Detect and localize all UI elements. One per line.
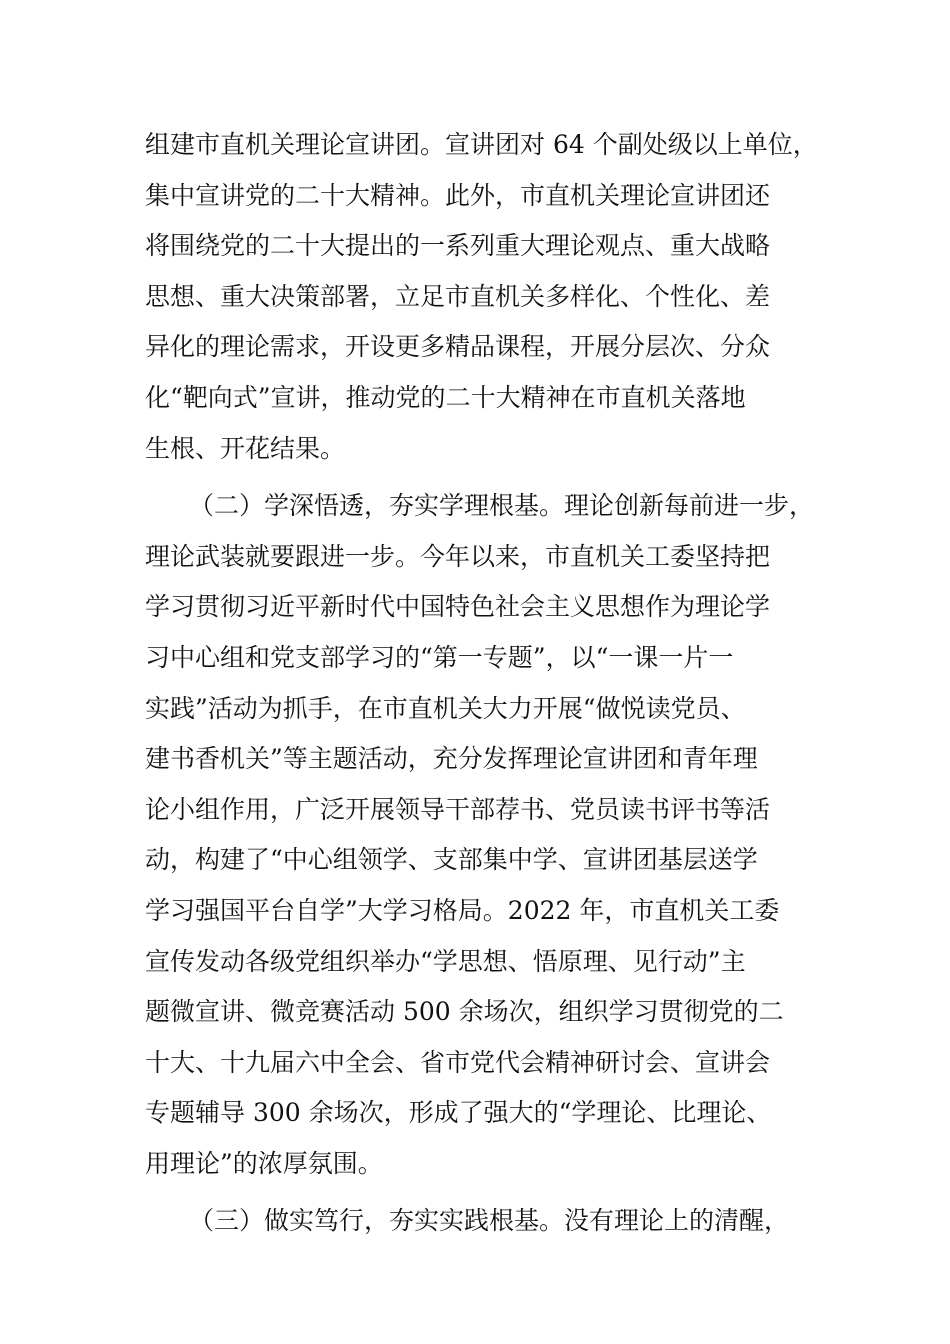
text-line: 用理论”的浓厚氛围。 [145, 1148, 383, 1178]
text-line: 异化的理论需求，开设更多精品课程，开展分层次、分众 [145, 332, 771, 362]
text-line: （二）学深悟透，夯实学理根基。理论创新每前进一步， [189, 491, 815, 521]
paragraph-spacing [145, 474, 845, 481]
paragraph-spacing [145, 1189, 845, 1196]
text-line: 将围绕党的二十大提出的一系列重大理论观点、重大战略 [145, 231, 771, 261]
text-line: （三）做实笃行，夯实实践根基。没有理论上的清醒， [189, 1206, 790, 1236]
text-line: 化“靶向式”宣讲，推动党的二十大精神在市直机关落地 [145, 382, 746, 412]
text-line: 习中心组和党支部学习的“第一专题”，以“一课一片一 [145, 642, 734, 672]
text-line: 思想、重大决策部署，立足市直机关多样化、个性化、差 [145, 281, 771, 311]
paragraph-2 [145, 481, 845, 1189]
text-line: 集中宣讲党的二十大精神。此外，市直机关理论宣讲团还 [145, 180, 771, 210]
text-line: 十大、十九届六中全会、省市党代会精神研讨会、宣讲会 [145, 1047, 771, 1077]
text-line: 动，构建了“中心组领学、支部集中学、宣讲团基层送学 [145, 845, 758, 875]
text-line: 专题辅导 300 余场次，形成了强大的“学理论、比理论、 [145, 1098, 772, 1128]
text-line: 题微宣讲、微竞赛活动 500 余场次，组织学习贯彻党的二 [145, 997, 784, 1027]
text-line: 生根、开花结果。 [145, 433, 346, 463]
paragraph-3 [145, 1196, 845, 1247]
text-line: 学习贯彻习近平新时代中国特色社会主义思想作为理论学 [145, 592, 771, 622]
text-line: 组建市直机关理论宣讲团。宣讲团对 64 个副处级以上单位， [145, 130, 818, 159]
text-line: 实践”活动为抓手，在市直机关大力开展“做悦读党员、 [145, 693, 746, 723]
text-line: 建书香机关”等主题活动，充分发挥理论宣讲团和青年理 [145, 744, 758, 774]
document-body [145, 120, 845, 1247]
text-line: 理论武装就要跟进一步。今年以来，市直机关工委坚持把 [145, 541, 771, 571]
text-line: 学习强国平台自学”大学习格局。2022 年，市直机关工委 [145, 895, 780, 925]
text-line: 论小组作用，广泛开展领导干部荐书、党员读书评书等活 [145, 794, 771, 824]
text-line: 宣传发动各级党组织举办“学思想、悟原理、见行动”主 [145, 946, 746, 976]
paragraph-1 [145, 120, 845, 474]
